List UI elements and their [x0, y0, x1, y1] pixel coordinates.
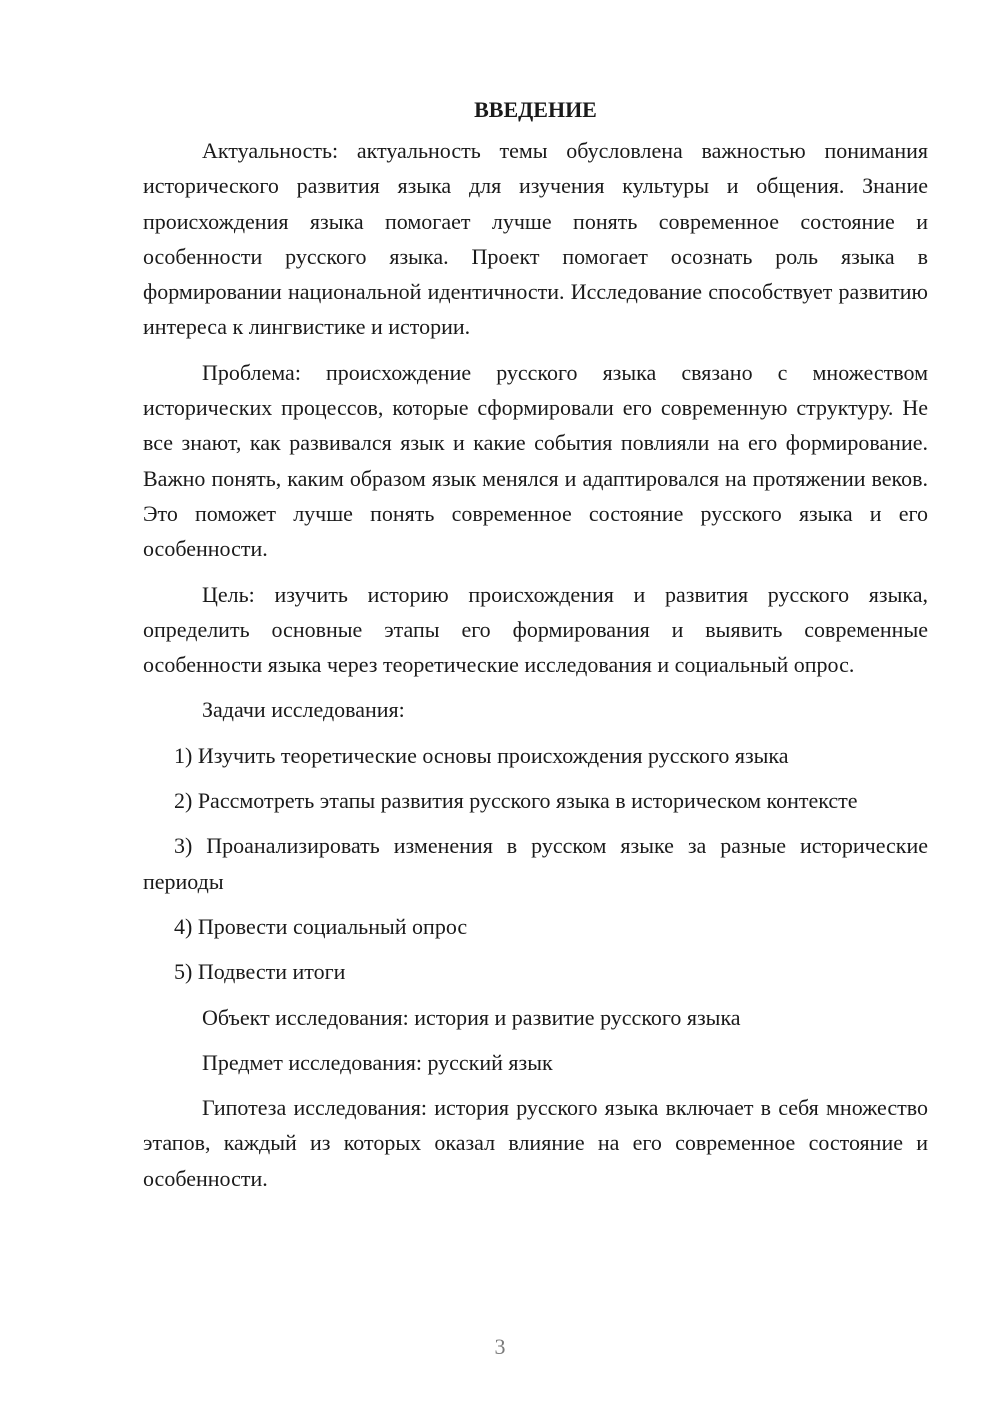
task-item-4: 4) Провести социальный опрос [174, 913, 468, 939]
tasks-heading: Задачи исследования: [202, 697, 405, 723]
task-item-3: 3) Проанализировать изменения в русском языке за разные исторические периоды [143, 833, 928, 894]
task-item-5: 5) Подвести итоги [174, 959, 346, 985]
task-item-2: 2) Рассмотреть этапы развития русского языка в историческом контексте [174, 788, 858, 814]
research-object: Объект исследования: история и развитие русского языка [202, 1004, 741, 1030]
problem-paragraph: Проблема: происхождение русского языка связано с множеством исторических процессов, которые сформировали его современную структуру. Не все знают, как развивался язык и какие события повлияли на его формирование. Важно понять, каким образом язык менялся и адаптировался на протяжении веков. Это поможет лучше понять современное состояние русского языка и его особенности. [143, 359, 928, 562]
task-item-1: 1) Изучить теоретические основы происхождения русского языка [174, 742, 789, 768]
research-hypothesis: Гипотеза исследования: история русского языка включает в себя множество этапов, каждый из которых оказал влияние на его современное состояние и особенности. [143, 1095, 928, 1191]
page-content [143, 92, 928, 1206]
relevance-paragraph: Актуальность: актуальность темы обусловлена важностью понимания исторического развития языка для изучения культуры и общения. Знание происхождения языка помогает лучше понять современное состояние и особенности русского языка. Проект помогает осознать роль языка в формировании национальной идентичности. Исследование способствует развитию интереса к лингвистике и истории. [143, 138, 928, 340]
goal-paragraph: Цель: изучить историю происхождения и развития русского языка, определить основные этапы его формирования и выявить современные особенности языка через теоретические исследования и социальный опрос. [143, 581, 928, 678]
research-subject: Предмет исследования: русский язык [202, 1049, 553, 1075]
page-number: 3 [494, 1334, 506, 1359]
section-heading: ВВЕДЕНИЕ [474, 97, 597, 122]
